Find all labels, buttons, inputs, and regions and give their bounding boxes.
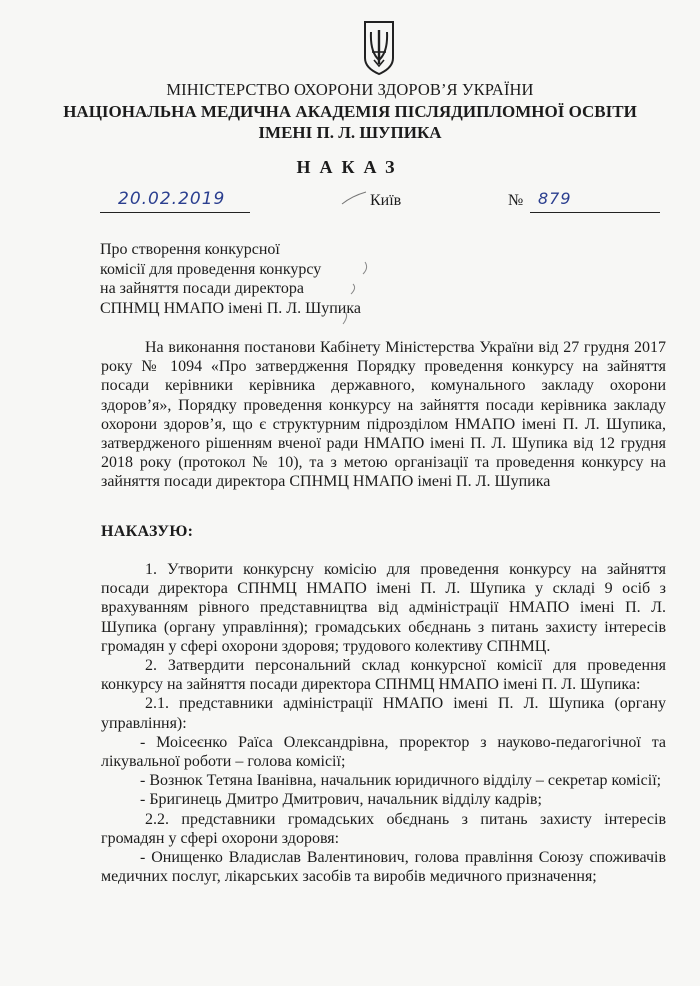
item-2-1: 2.1. представники адміністрації НМАПО імені П. Л. Шупика (органу управління):	[101, 695, 666, 732]
academy-name-line2: ІМЕНІ П. Л. ШУПИКА	[258, 123, 442, 142]
member-entry: - Онищенко Владислав Валентинович, голова правління Союзу споживачів медичних послуг, лікарських засобів та виробів медичного призначення;	[101, 849, 666, 886]
number-label: №	[508, 192, 524, 209]
subject-line: СПНМЦ НМАПО імені П. Л. Шупика	[100, 299, 361, 317]
order-items	[101, 560, 666, 886]
order-city: Київ	[370, 192, 402, 209]
subject-line: комісії для проведення конкурсу	[100, 260, 322, 278]
subject-line: на зайняття посади директора	[100, 280, 305, 297]
order-date: 20.02.2019	[118, 189, 226, 209]
decree-heading: НАКАЗУЮ:	[101, 523, 194, 540]
pen-mark	[340, 188, 370, 208]
order-number: 879	[538, 189, 572, 208]
item-1: 1. Утворити конкурсну комісію для проведення конкурсу на зайняття посади директора СПНМЦ НМАПО імені П. Л. Шупика у складі 9 осіб з врахуванням рівного представництва від адміністрації НМАПО імені П. Л. Шупика (органу управління); громадських обєднань з питань захисту інтересів громадян у сфері охорони здоровя; трудового колективу СПНМЦ.	[101, 561, 666, 655]
document-title: НАКАЗ	[296, 157, 404, 177]
subject-line: Про створення конкурсної	[100, 241, 280, 258]
academy-name	[0, 101, 700, 143]
member-entry: - Вознюк Тетяна Іванівна, начальник юридичного відділу – секретар комісії;	[140, 772, 662, 790]
member-entry: - Бригинець Дмитро Дмитрович, начальник відділу кадрів;	[140, 791, 542, 809]
pen-mark	[335, 258, 375, 328]
item-2-2: 2.2. представники громадських обєднань з питань захисту інтересів громадян у сфері охорони здоровя:	[101, 810, 666, 847]
ministry-name: МІНІСТЕРСТВО ОХОРОНИ ЗДОРОВ’Я УКРАЇНИ	[166, 80, 534, 99]
academy-name-line1: НАЦІОНАЛЬНА МЕДИЧНА АКАДЕМІЯ ПІСЛЯДИПЛОМНОЇ ОСВІТИ	[63, 102, 637, 121]
trident-icon	[362, 18, 396, 76]
member-entry: - Моісеєнко Раїса Олександрівна, проректор з науково-педагогічної та лікувальної роботи – голова комісії;	[101, 733, 666, 771]
preamble-paragraph: На виконання постанови Кабінету Міністерства України від 27 грудня 2017 року № 1094 «Про затвердження Порядку проведення конкурсу на зайняття посади керівники керівника державного, комунального закладу охорони здоров’я», Порядку проведення конкурсу на зайняття посади керівника закладу охорони здоров’я, що є структурним підрозділом НМАПО імені П. Л. Шупика, затвердженого рішенням вченої ради НМАПО імені П. Л. Шупика від 12 грудня 2018 року (протокол № 10), та з метою організації та проведення конкурсу на зайняття посади директора СПНМЦ НМАПО імені П. Л. Шупика	[101, 339, 666, 491]
item-2: 2. Затвердити персональний склад конкурсної комісії для проведення конкурсу на зайняття посади директора СПНМЦ НМАПО імені П. Л. Шупика:	[101, 657, 666, 694]
